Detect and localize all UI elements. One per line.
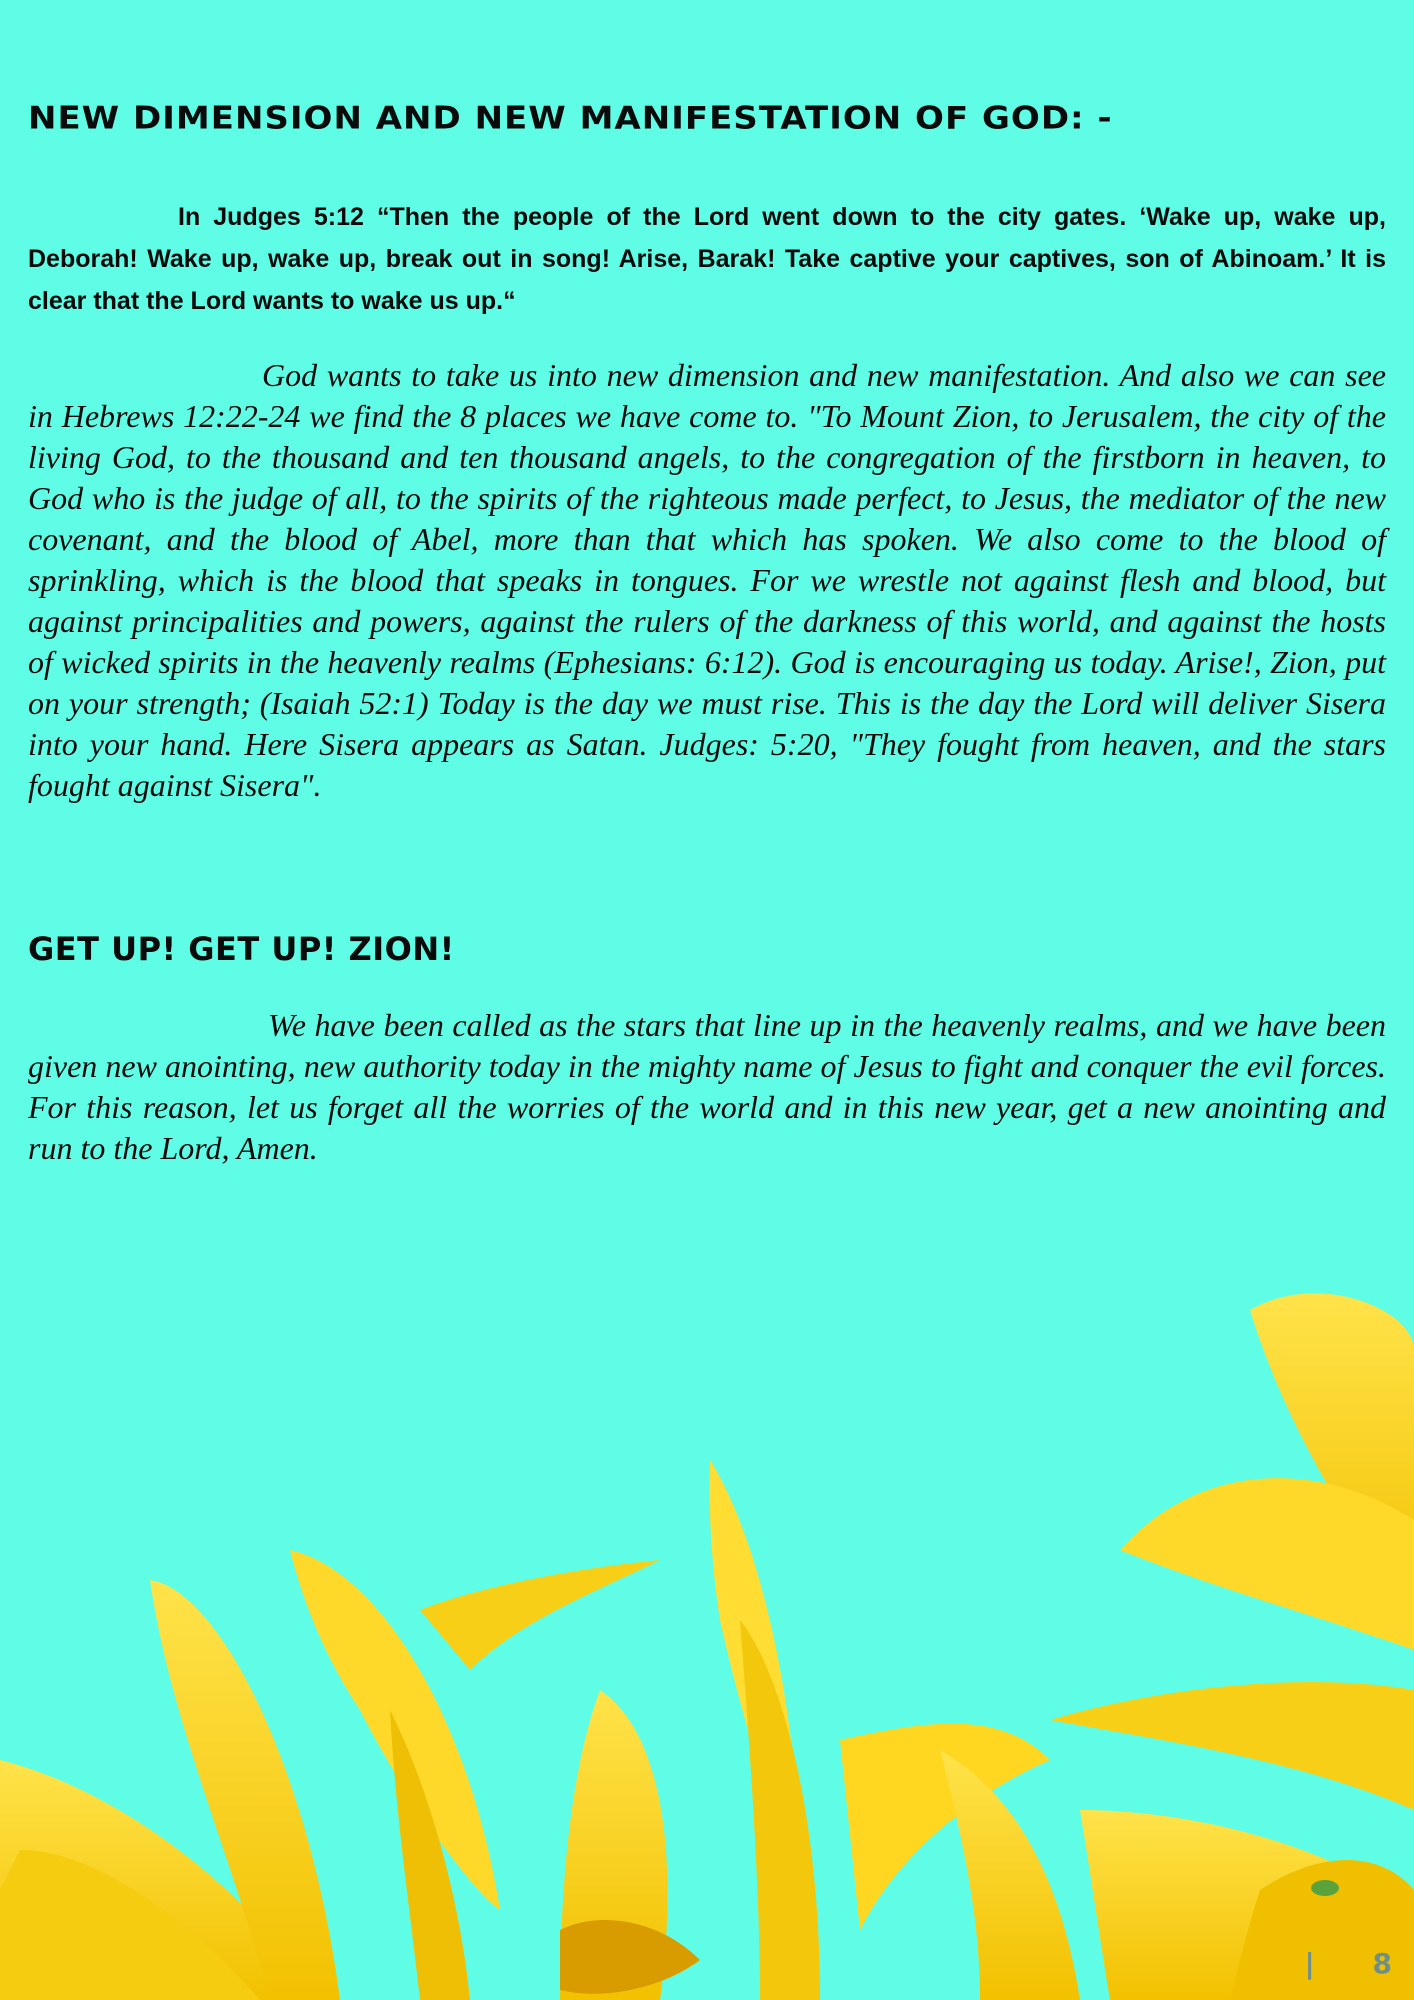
body-paragraph-1: God wants to take us into new dimension and new manifestation. And also we can see in Hebrews 12:22-24 we find the 8 places we have come to. "To Mount Zion, to Jerusalem, the city of the living God, to the thousand and ten thousand angels, to the congregation of the firstborn in heaven, to God who is the judge of all, to the spirits of the righteous made perfect, to Jesus, the mediator of the new covenant, and the blood of Abel, more than that which has spoken. We also come to the blood of sprinkling, which is the blood that speaks in tongues. For we wrestle not against flesh and blood, but against principalities and powers, against the rulers of the darkness of this world, and against the hosts of wicked spirits in the heavenly realms (Ephesians: 6:12). God is encouraging us today. Arise!, Zion, put on your strength; (Isaiah 52:1) Today is the day we must rise. This is the day the Lord will deliver Sisera into your hand. Here Sisera appears as Satan. Judges: 5:20, "They fought from heaven, and the stars fought against Sisera". <box>28 357 1386 803</box>
document-body <box>28 100 1386 1166</box>
scripture-quote: In Judges 5:12 “Then the people of the Lord went down to the city gates. ‘Wake up, wake up, Deborah! Wake up, wake up, break out in song! Arise, Barak! Take captive your captives, son of Abinoam.’ It is clear that the Lord wants to wake us up.“ <box>28 203 1386 315</box>
page-number: 8 <box>1372 1947 1392 1980</box>
body-paragraph-2: We have been called as the stars that line up in the heavenly realms, and we have been given new anointing, new authority today in the mighty name of Jesus to fight and conquer the evil forces. For this reason, let us forget all the worries of the world and in this new year, get a new anointing and run to the Lord, Amen. <box>28 1007 1386 1166</box>
page-separator: | <box>1304 1947 1315 1980</box>
page-number-footer <box>1305 1947 1392 1980</box>
section-subheading: GET UP! GET UP! ZION! <box>28 930 455 968</box>
sunflower-petals-image <box>0 1290 1414 2000</box>
page-heading: NEW DIMENSION AND NEW MANIFESTATION OF GOD: - <box>28 100 1113 137</box>
